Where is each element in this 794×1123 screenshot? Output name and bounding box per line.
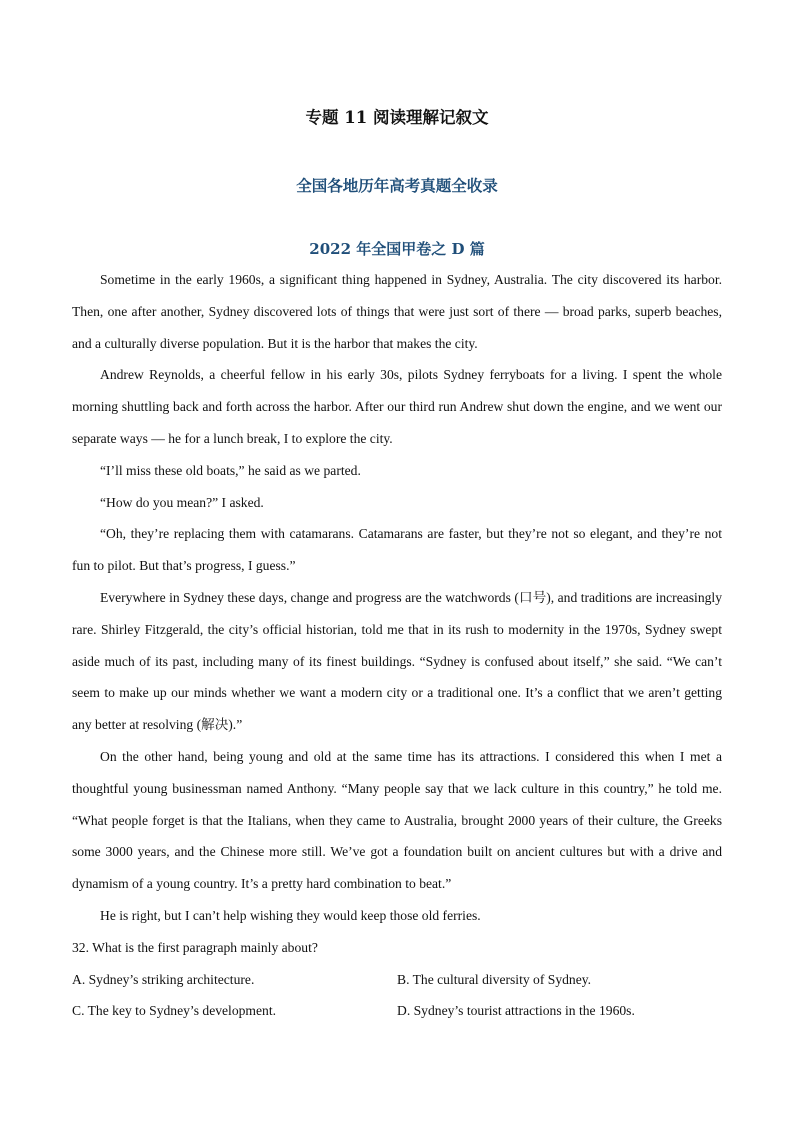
passage-paragraph-4: “How do you mean?” I asked. <box>100 494 264 510</box>
passage-paragraph-6: Everywhere in Sydney these days, change and progress are the watchwords (口号), and traditions are increasingly rare. Shirley Fitzgerald, the city’s official historian, told me that in its rush to modernity in the 1970s, Sydney swept aside much of its past, including many of its finest buildings. “Sydney is confused about itself,” she said. “We can’t seem to make up our minds whether we want a modern city or a traditional one. It’s a conflict that we aren’t getting any better at resolving (解决).” <box>72 589 722 733</box>
option-b: B. The cultural diversity of Sydney. <box>397 971 592 987</box>
question-options <box>72 964 722 1027</box>
question-block <box>72 932 722 1027</box>
question-stem: 32. What is the first paragraph mainly about? <box>72 940 318 955</box>
option-a: A. Sydney’s striking architecture. <box>72 971 255 987</box>
option-c: C. The key to Sydney’s development. <box>72 1003 277 1019</box>
passage-paragraph-1: Sometime in the early 1960s, a significant thing happened in Sydney, Australia. The city discovered its harbor. Then, one after another, Sydney discovered lots of things that were just sort of there — broad parks, superb beaches, and a culturally diverse population. But it is the harbor that makes the city. <box>72 272 722 351</box>
passage-paragraph-8: He is right, but I can’t help wishing they would keep those old ferries. <box>100 907 481 923</box>
document-title: 专题 11 阅读理解记叙文 <box>305 108 489 127</box>
passage-paragraph-7: On the other hand, being young and old at the same time has its attractions. I considered this when I met a thoughtful young businessman named Anthony. “Many people say that we lack culture in this country,” he told me. “What people forget is that the Italians, when they came to Australia, brought 2000 years of their culture, the Greeks some 3000 years, and the Chinese more still. We’ve got a foundation built on ancient cultures but with a drive and dynamism of a young country. It’s a pretty hard combination to beat.” <box>72 748 722 892</box>
passage-paragraph-3: “I’ll miss these old boats,” he said as we parted. <box>100 462 361 478</box>
passage-paragraph-2: Andrew Reynolds, a cheerful fellow in his early 30s, pilots Sydney ferryboats for a living. I spent the whole morning shuttling back and forth across the harbor. After our third run Andrew shut down the engine, and we went our separate ways — he for a lunch break, I to explore the city. <box>72 367 722 446</box>
passage-paragraph-5: “Oh, they’re replacing them with catamarans. Catamarans are faster, but they’re not so elegant, and they’re not fun to pilot. But that’s progress, I guess.” <box>72 526 722 574</box>
document-subtitle: 全国各地历年高考真题全收录 <box>296 176 498 195</box>
passage-body <box>72 264 722 932</box>
option-d: D. Sydney’s tourist attractions in the 1960s. <box>397 1003 635 1019</box>
section-title: 2022 年全国甲卷之 D 篇 <box>309 240 485 258</box>
